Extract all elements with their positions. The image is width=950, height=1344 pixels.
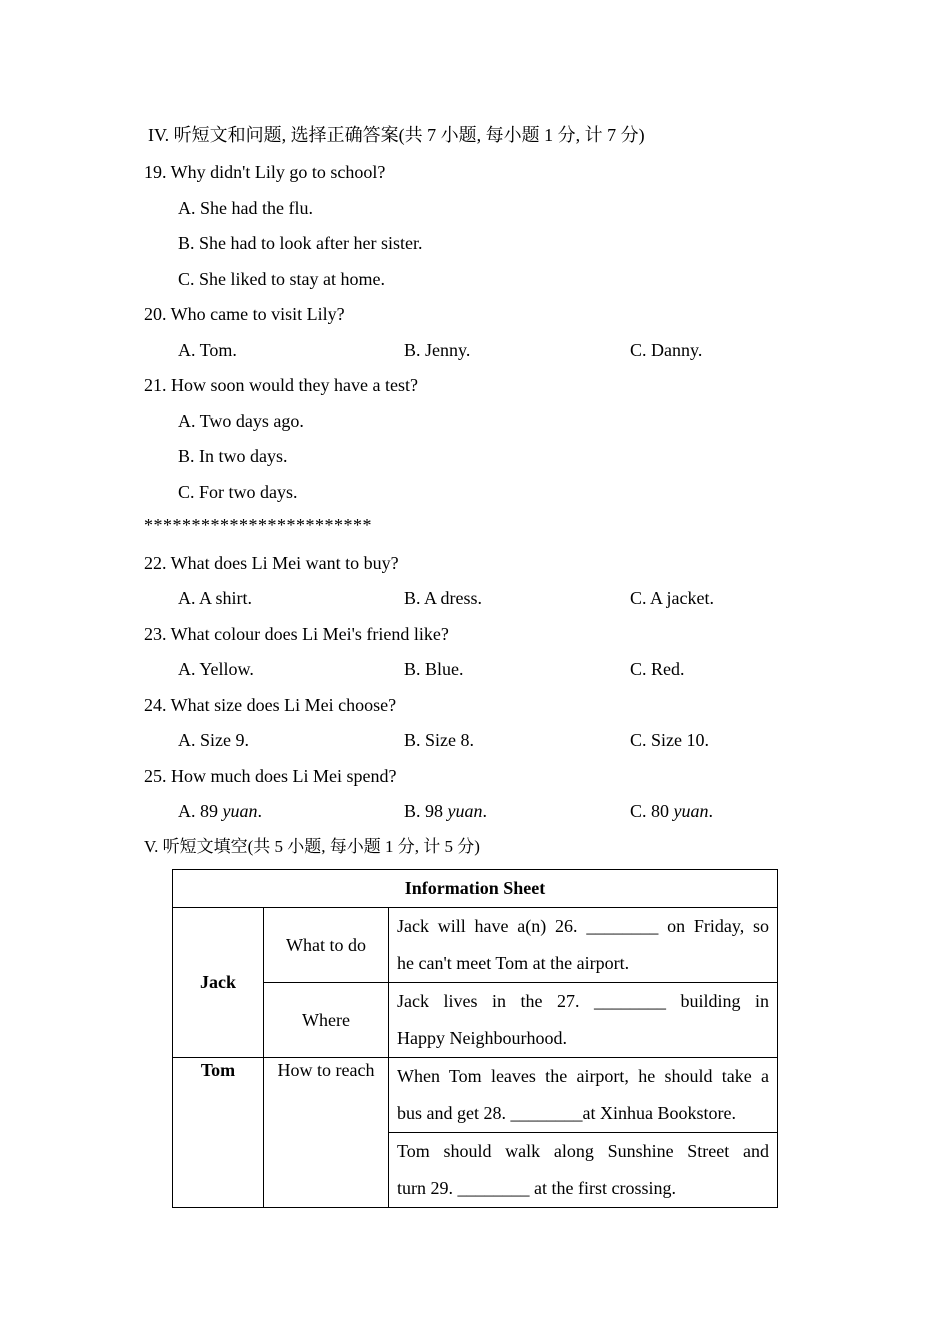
separator: ************************ <box>144 515 372 535</box>
q21-option-c: C. For two days. <box>178 482 298 502</box>
question-21: 21. How soon would they have a test? <box>144 375 418 395</box>
q24-option-c: C. Size 10. <box>630 730 709 750</box>
q22-option-a: A. A shirt. <box>178 588 253 608</box>
cell-blank-27: Jack lives in the 27. ________ building in Happy Neighbourhood. <box>389 983 778 1058</box>
cell-blank-26: Jack will have a(n) 26. ________ on Friday, so he can't meet Tom at the airport. <box>389 908 778 983</box>
q20-option-c: C. Danny. <box>630 340 703 360</box>
question-25: 25. How much does Li Mei spend? <box>144 766 397 786</box>
q23-option-b: B. Blue. <box>404 659 464 679</box>
section-5-heading: V. 听短文填空(共 5 小题, 每小题 1 分, 计 5 分) <box>144 837 480 856</box>
q24-option-a: A. Size 9. <box>178 730 249 750</box>
section-4-heading: IV. 听短文和问题, 选择正确答案(共 7 小题, 每小题 1 分, 计 7 分) <box>148 125 645 145</box>
q25-option-b: B. 98 yuan. <box>404 801 488 821</box>
label-how-to-reach: How to reach <box>264 1058 389 1208</box>
q25-option-a: A. 89 yuan. <box>178 801 262 821</box>
q19-option-a: A. She had the flu. <box>178 198 313 218</box>
question-22: 22. What does Li Mei want to buy? <box>144 553 399 573</box>
q23-option-c: C. Red. <box>630 659 685 679</box>
q24-option-b: B. Size 8. <box>404 730 474 750</box>
q25-option-c: C. 80 yuan. <box>630 801 714 821</box>
table-title: Information Sheet <box>173 870 778 908</box>
label-what-to-do: What to do <box>264 908 389 983</box>
q20-option-a: A. Tom. <box>178 340 237 360</box>
q19-option-c: C. She liked to stay at home. <box>178 269 385 289</box>
row-header-jack: Jack <box>173 908 264 1058</box>
q22-option-b: B. A dress. <box>404 588 483 608</box>
information-sheet-table <box>172 869 778 1208</box>
question-20: 20. Who came to visit Lily? <box>144 304 345 324</box>
q21-option-a: A. Two days ago. <box>178 411 304 431</box>
question-23: 23. What colour does Li Mei's friend like? <box>144 624 449 644</box>
cell-blank-29: Tom should walk along Sunshine Street and turn 29. ________ at the first crossing. <box>389 1133 778 1208</box>
row-header-tom: Tom <box>173 1058 264 1208</box>
q23-option-a: A. Yellow. <box>178 659 254 679</box>
q22-option-c: C. A jacket. <box>630 588 714 608</box>
question-19: 19. Why didn't Lily go to school? <box>144 162 386 182</box>
question-24: 24. What size does Li Mei choose? <box>144 695 397 715</box>
q20-option-b: B. Jenny. <box>404 340 471 360</box>
q21-option-b: B. In two days. <box>178 446 288 466</box>
cell-blank-28: When Tom leaves the airport, he should take a bus and get 28. ________at Xinhua Bookstore. <box>389 1058 778 1133</box>
q19-option-b: B. She had to look after her sister. <box>178 233 423 253</box>
label-where: Where <box>264 983 389 1058</box>
